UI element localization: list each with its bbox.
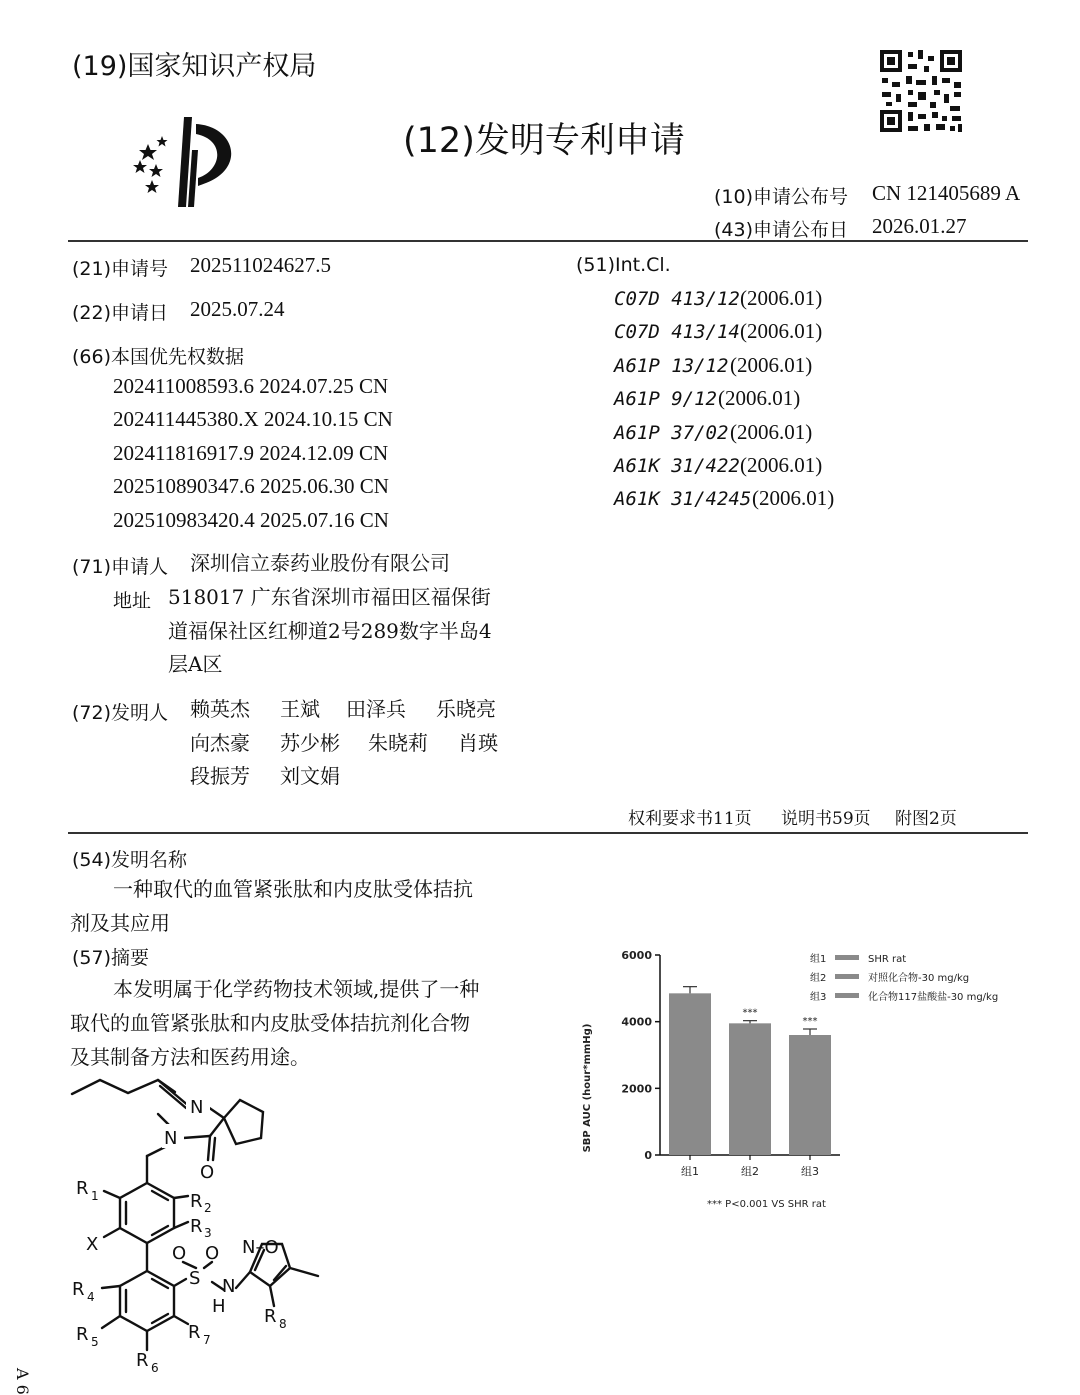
intcl-code: A61P 13/12 — [614, 355, 729, 377]
application-date: 2025.07.24 — [190, 297, 285, 321]
intcl-version: (2006.01) — [752, 486, 835, 510]
bar — [789, 1035, 831, 1155]
atom-label: 2 — [204, 1201, 212, 1215]
x-tick-label: 组3 — [801, 1165, 819, 1178]
atom-label: N — [222, 1276, 236, 1297]
intcl-version: (2006.01) — [740, 453, 823, 477]
publication-date-label: (43)申请公布日 — [714, 219, 849, 241]
atom-label: 3 — [204, 1226, 212, 1240]
publication-number: CN 121405689 A — [872, 181, 1021, 205]
atom-label: 7 — [203, 1333, 211, 1347]
chart-footnote: *** P<0.001 VS SHR rat — [707, 1199, 826, 1210]
address-line: 道福保社区红柳道2号289数字半岛4 — [168, 619, 492, 643]
qr-code — [878, 48, 964, 134]
atom-label: H — [212, 1296, 226, 1317]
legend-group: 组2 — [810, 973, 827, 984]
applicant-name: 深圳信立泰药业股份有限公司 — [190, 551, 450, 575]
bar — [669, 993, 711, 1155]
atom-label: 1 — [91, 1189, 99, 1203]
intcl-version: (2006.01) — [730, 353, 813, 377]
y-axis-label: SBP AUC (hour*mmHg) — [582, 1023, 593, 1153]
atom-label: N — [190, 1097, 204, 1118]
atom-label: R — [190, 1216, 203, 1237]
atom-label: O — [172, 1243, 187, 1264]
address-label: 地址 — [113, 590, 152, 612]
atom-label: R — [72, 1279, 85, 1300]
intcl-code: A61K 31/422 — [614, 455, 740, 477]
issuing-office: (19)国家知识产权局 — [72, 51, 317, 82]
intcl-code: A61P 37/02 — [614, 422, 729, 444]
atom-label: X — [86, 1234, 99, 1255]
atom-label: 5 — [91, 1335, 99, 1349]
side-publication-code: A 6 — [13, 1368, 32, 1395]
legend-group: 组1 — [810, 954, 827, 965]
priority-entry: 202411008593.6 2024.07.25 CN — [113, 374, 389, 398]
priority-entry: 202510983420.4 2025.07.16 CN — [113, 508, 389, 532]
intcl-label: (51)Int.Cl. — [576, 254, 671, 276]
inventor-name: 刘文娟 — [280, 764, 340, 788]
inventor-label: (72)发明人 — [72, 702, 169, 724]
publication-number-label: (10)申请公布号 — [714, 186, 849, 208]
inventor-name: 段振芳 — [190, 764, 250, 788]
atom-label: R — [136, 1350, 149, 1371]
abstract-line: 及其制备方法和医药用途。 — [70, 1045, 310, 1069]
legend-label: 化合物117盐酸盐-30 mg/kg — [868, 992, 999, 1003]
y-tick-label: 2000 — [621, 1082, 652, 1096]
y-tick-label: 6000 — [621, 949, 652, 962]
description-pages: 说明书59页 — [781, 809, 871, 829]
inventor-name: 朱晓莉 — [368, 731, 428, 755]
intcl-code: C07D 413/12 — [614, 288, 740, 310]
atom-label: R — [188, 1322, 201, 1343]
atom-label: 8 — [279, 1317, 287, 1331]
address-line: 518017 广东省深圳市福田区福保街 — [168, 585, 491, 609]
bar — [729, 1023, 771, 1155]
inventor-name: 乐晓亮 — [436, 697, 496, 721]
atom-label: R — [264, 1306, 277, 1327]
atom-label: R — [190, 1191, 203, 1212]
section-rule — [68, 832, 1028, 834]
inventor-name: 向杰豪 — [190, 731, 250, 755]
intcl-version: (2006.01) — [740, 319, 823, 343]
application-number-label: (21)申请号 — [72, 258, 169, 280]
atom-label: N–O — [242, 1237, 279, 1258]
intcl-version: (2006.01) — [740, 286, 823, 310]
atom-label: O — [200, 1162, 215, 1183]
invention-title: 一种取代的血管紧张肽和内皮肽受体拮抗 — [113, 877, 473, 901]
legend-swatch — [835, 993, 859, 998]
y-tick-label: 0 — [644, 1149, 652, 1162]
title-label: (54)发明名称 — [72, 849, 188, 871]
inventor-name: 王斌 — [280, 697, 320, 721]
intcl-version: (2006.01) — [718, 386, 801, 410]
drawing-pages: 附图2页 — [895, 809, 957, 829]
intcl-code: A61P 9/12 — [614, 388, 717, 410]
legend-label: SHR rat — [868, 954, 907, 965]
atom-label: 6 — [151, 1361, 159, 1375]
intcl-version: (2006.01) — [730, 420, 813, 444]
inventor-name: 肖瑛 — [458, 731, 498, 755]
significance-label: *** — [742, 1007, 758, 1019]
abstract-label: (57)摘要 — [72, 947, 150, 969]
applicant-label: (71)申请人 — [72, 556, 169, 578]
y-tick-label: 4000 — [621, 1015, 652, 1029]
priority-entry: 202411816917.9 2024.12.09 CN — [113, 441, 389, 465]
legend-label: 对照化合物-30 mg/kg — [868, 973, 970, 984]
address-line: 层A区 — [168, 652, 223, 676]
chemical-structure — [60, 1065, 350, 1375]
inventor-name: 田泽兵 — [346, 697, 406, 721]
document-type: (12)发明专利申请 — [403, 121, 685, 161]
significance-label: *** — [802, 1016, 818, 1027]
claims-pages: 权利要求书11页 — [628, 809, 752, 829]
atom-label: N — [164, 1128, 178, 1149]
atom-label: O — [205, 1243, 220, 1264]
publication-date: 2026.01.27 — [872, 214, 967, 238]
inventor-name: 赖英杰 — [190, 697, 250, 721]
atom-label: R — [76, 1178, 89, 1199]
legend-swatch — [835, 955, 859, 960]
atom-label: 4 — [87, 1290, 95, 1304]
invention-title: 剂及其应用 — [70, 911, 170, 935]
legend-group: 组3 — [810, 992, 827, 1003]
legend-swatch — [835, 974, 859, 979]
abstract-line: 本发明属于化学药物技术领域,提供了一种 — [113, 977, 480, 1001]
x-tick-label: 组2 — [741, 1165, 759, 1178]
application-number: 202511024627.5 — [190, 253, 331, 277]
inventor-name: 苏少彬 — [280, 731, 340, 755]
cnipa-logo — [126, 112, 246, 212]
x-tick-label: 组1 — [681, 1165, 699, 1178]
priority-entry: 202411445380.X 2024.10.15 CN — [113, 407, 393, 431]
header-rule — [68, 240, 1028, 242]
priority-label: (66)本国优先权数据 — [72, 346, 245, 368]
sbp-auc-chart — [570, 940, 1040, 1220]
atom-label: S — [189, 1268, 201, 1289]
abstract-line: 取代的血管紧张肽和内皮肽受体拮抗剂化合物 — [70, 1011, 470, 1035]
intcl-code: A61K 31/4245 — [614, 488, 752, 510]
application-date-label: (22)申请日 — [72, 302, 169, 324]
atom-label: R — [76, 1324, 89, 1345]
priority-entry: 202510890347.6 2025.06.30 CN — [113, 474, 389, 498]
intcl-code: C07D 413/14 — [614, 321, 740, 343]
